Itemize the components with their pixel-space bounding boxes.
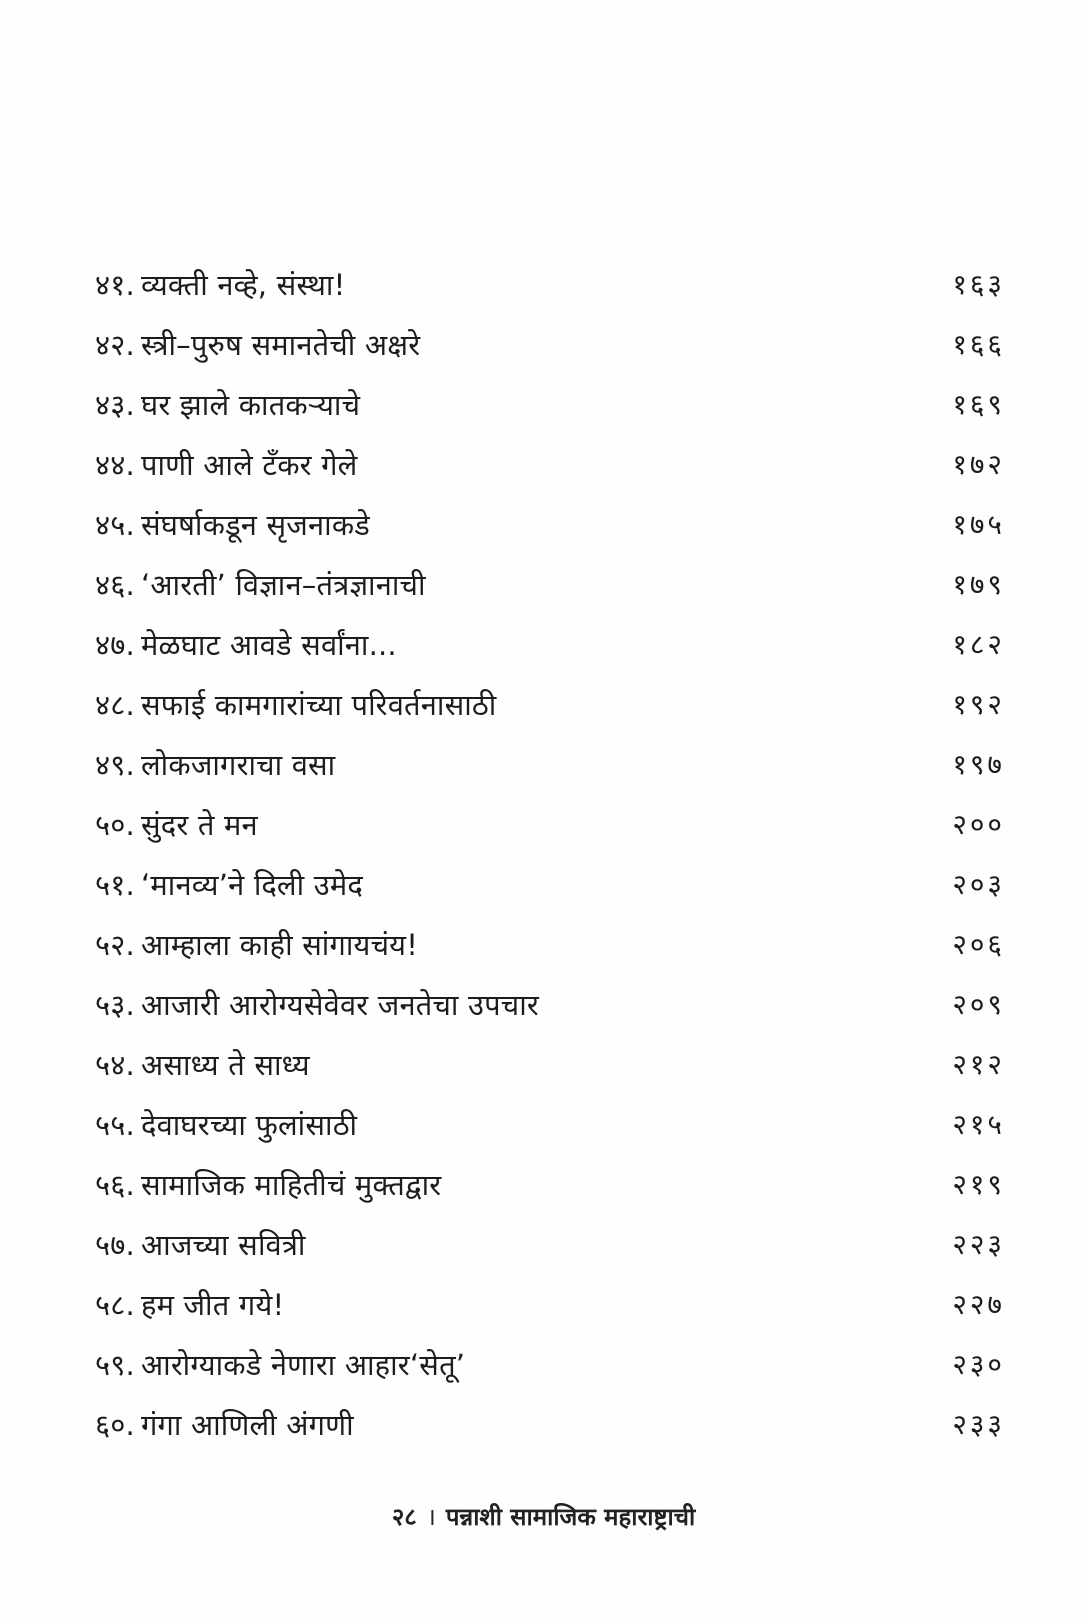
toc-entry <box>95 794 1005 854</box>
toc-entry-number: ४८. <box>95 687 135 722</box>
toc-entry-page: २३३ <box>952 1408 1005 1441</box>
toc-entry <box>95 374 1005 434</box>
toc-entry-page: २२३ <box>952 1228 1005 1261</box>
toc-entry <box>95 494 1005 554</box>
toc-entry <box>95 914 1005 974</box>
toc-entry <box>95 434 1005 494</box>
toc-entry-number: ६०. <box>95 1407 135 1442</box>
toc-entry-title: ‘मानव्य’ने दिली उमेद <box>140 867 363 902</box>
toc-entry-title-group <box>95 1045 310 1084</box>
toc-entry-title: लोकजागराचा वसा <box>140 747 336 782</box>
toc-entry-number: ५८. <box>95 1287 135 1322</box>
footer-page-number: २८ <box>391 1503 417 1531</box>
toc-entry-number: ५७. <box>95 1227 135 1262</box>
toc-entry-title: देवाघरच्या फुलांसाठी <box>140 1107 358 1142</box>
toc-entry-title-group <box>95 925 418 964</box>
toc-entry-number: ५६. <box>95 1167 135 1202</box>
toc-entry-title: व्यक्ती नव्हे, संस्था! <box>140 267 346 302</box>
toc-entry <box>95 254 1005 314</box>
toc-entry-number: ५३. <box>95 987 135 1022</box>
toc-entry-page: २०६ <box>952 928 1005 961</box>
toc-entry-number: ५५. <box>95 1107 135 1142</box>
toc-entry-title-group <box>95 685 496 724</box>
toc-entry-page: २२७ <box>952 1288 1005 1321</box>
toc-entry-title-group <box>95 745 335 784</box>
toc-entry-number: ५९. <box>95 1347 135 1382</box>
toc-entry-page: २१२ <box>952 1048 1005 1081</box>
toc-entry-number: ४४. <box>95 447 135 482</box>
toc-entry-number: ५४. <box>95 1047 135 1082</box>
toc-entry-title: आरोग्याकडे नेणारा आहार‘सेतू’ <box>140 1347 466 1382</box>
toc-entry-title: ‘आरती’ विज्ञान–तंत्रज्ञानाची <box>140 567 426 602</box>
toc-entry-title-group <box>95 1105 357 1144</box>
toc-entry-page: १६९ <box>952 388 1005 421</box>
toc-entry-number: ५१. <box>95 867 135 902</box>
toc-entry-title-group <box>95 505 370 544</box>
toc-entry-title-group <box>95 1345 465 1384</box>
toc-entry <box>95 1274 1005 1334</box>
toc-entry-title-group <box>95 265 345 304</box>
toc-entry-page: १७२ <box>952 448 1005 481</box>
toc-entry-page: १६३ <box>952 268 1005 301</box>
toc-entry <box>95 314 1005 374</box>
toc-entry-number: ४५. <box>95 507 135 542</box>
toc-entry-number: ४२. <box>95 327 135 362</box>
toc-entry-title-group <box>95 1405 354 1444</box>
toc-entry-number: ४७. <box>95 627 135 662</box>
toc-entry-number: ५२. <box>95 927 135 962</box>
toc-entry <box>95 1334 1005 1394</box>
toc-entry-title-group <box>95 865 363 904</box>
toc-entry-number: ४१. <box>95 267 135 302</box>
toc-entry <box>95 1154 1005 1214</box>
toc-entry-title: सफाई कामगारांच्या परिवर्तनासाठी <box>140 687 497 722</box>
toc-entry <box>95 614 1005 674</box>
toc-entry-title-group <box>95 985 539 1024</box>
toc-entry-page: १९२ <box>952 688 1005 721</box>
toc-entry-title: मेळघाट आवडे सर्वांना... <box>140 627 397 662</box>
toc-entry-title: पाणी आले टँकर गेले <box>140 447 358 482</box>
page-footer <box>0 1500 1087 1533</box>
toc-entry-page: १७९ <box>952 568 1005 601</box>
toc-entry-number: ४९. <box>95 747 135 782</box>
toc-entry <box>95 554 1005 614</box>
toc-entry-title: हम जीत गये! <box>140 1287 285 1322</box>
toc-entry-title: सुंदर ते मन <box>140 807 258 842</box>
toc-entry-page: १८२ <box>952 628 1005 661</box>
toc-entry-title-group <box>95 1285 284 1324</box>
toc-entry-title: स्त्री–पुरुष समानतेची अक्षरे <box>140 327 421 362</box>
toc-entry-title: असाध्य ते साध्य <box>140 1047 310 1082</box>
toc-entry-title-group <box>95 445 358 484</box>
toc-entry-title-group <box>95 1165 441 1204</box>
toc-entry-title-group <box>95 1225 306 1264</box>
toc-entry <box>95 1094 1005 1154</box>
toc-entry <box>95 1034 1005 1094</box>
toc-entry-page: २१९ <box>952 1168 1005 1201</box>
toc-entry-title-group <box>95 625 397 664</box>
toc-entry-number: ५०. <box>95 807 135 842</box>
toc-entry-title-group <box>95 385 360 424</box>
toc-entry <box>95 1214 1005 1274</box>
toc-entry-title: आम्हाला काही सांगायचंय! <box>140 927 419 962</box>
toc-entry-title: आजारी आरोग्यसेवेवर जनतेचा उपचार <box>140 987 539 1022</box>
toc-entry-title-group <box>95 325 420 364</box>
toc-entry-page: १६६ <box>952 328 1005 361</box>
toc-entry-title: घर झाले कातकऱ्याचे <box>140 387 361 422</box>
toc-entry-number: ४६. <box>95 567 135 602</box>
toc-entry-page: २०९ <box>952 988 1005 1021</box>
toc-entry-page: २३० <box>952 1348 1005 1381</box>
toc-entry-title: संघर्षाकडून सृजनाकडे <box>140 507 371 542</box>
footer-book-title: पन्नाशी सामाजिक महाराष्ट्राची <box>445 1503 696 1531</box>
toc-entry <box>95 854 1005 914</box>
toc-entry-title: सामाजिक माहितीचं मुक्तद्वार <box>140 1167 442 1202</box>
toc-entry <box>95 974 1005 1034</box>
toc-entry-page: १७५ <box>952 508 1005 541</box>
toc-entry <box>95 674 1005 734</box>
toc-entry-title-group <box>95 565 426 604</box>
toc-entry-title: आजच्या सवित्री <box>140 1227 306 1262</box>
toc-entry <box>95 734 1005 794</box>
toc-entry-page: २०० <box>952 808 1005 841</box>
toc-entry-page: १९७ <box>952 748 1005 781</box>
toc-entry-number: ४३. <box>95 387 135 422</box>
toc-entry-page: २१५ <box>952 1108 1005 1141</box>
toc-entry-title: गंगा आणिली अंगणी <box>140 1407 354 1442</box>
table-of-contents <box>95 254 1005 1454</box>
toc-entry <box>95 1394 1005 1454</box>
toc-entry-title-group <box>95 805 258 844</box>
toc-entry-page: २०३ <box>952 868 1005 901</box>
footer-separator: । <box>426 1503 436 1531</box>
